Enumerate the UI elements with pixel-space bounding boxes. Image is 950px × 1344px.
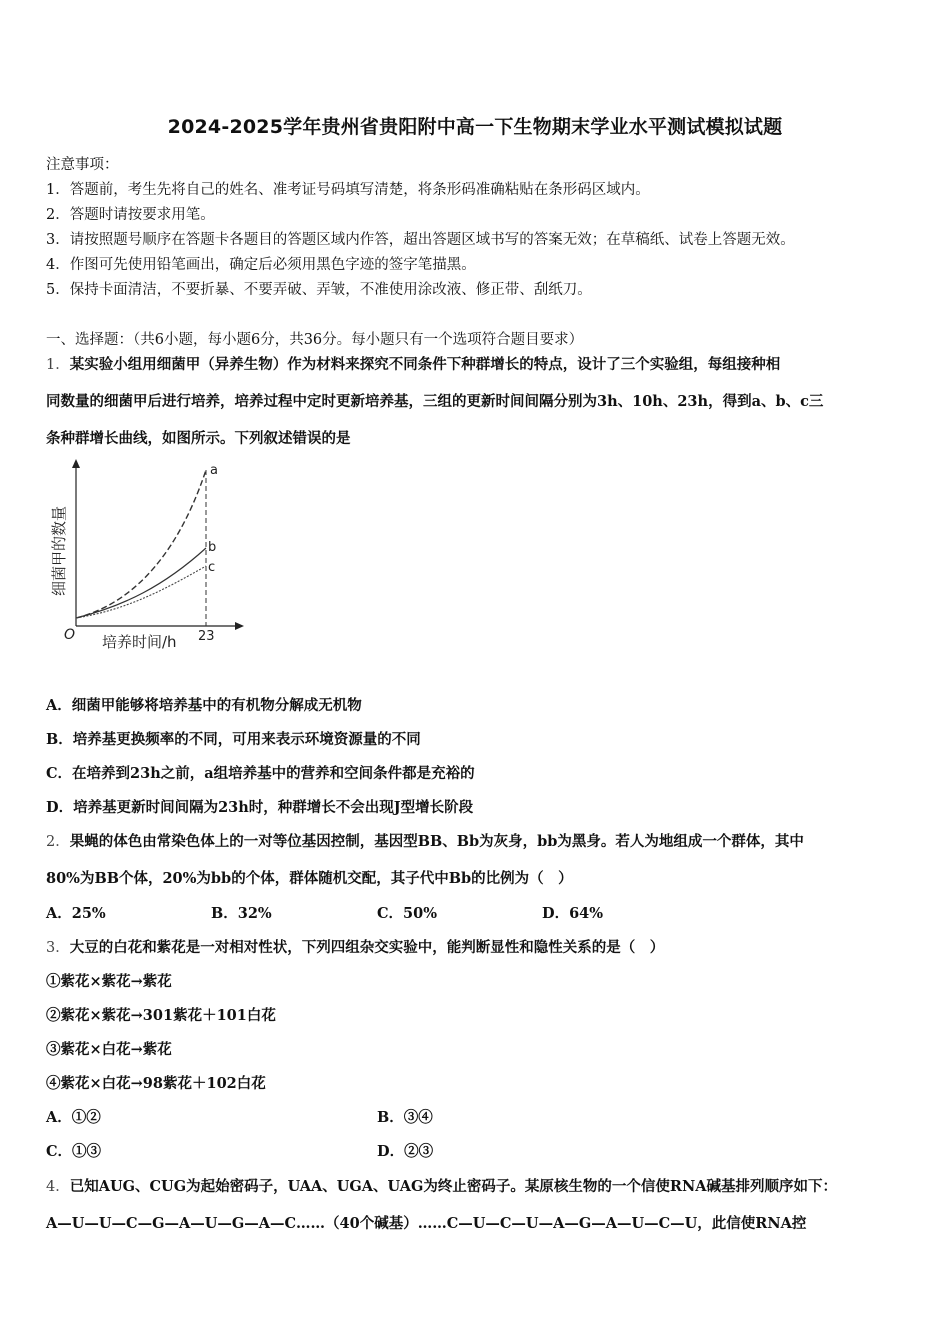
curve-c xyxy=(76,566,206,618)
q1-option-d: D．培养基更新时间间隔为23h时，种群增长不会出现J型增长阶段 xyxy=(46,799,474,816)
question-3-stem xyxy=(46,936,664,957)
section-heading: 一、选择题：（共6小题，每小题6分，共36分。每小题只有一个选项符合题目要求） xyxy=(46,332,584,348)
q2-option-b: B．32% xyxy=(211,905,272,922)
q3-cross: ②紫花×紫花→301紫花＋101白花 xyxy=(46,1007,276,1024)
question-text: 果蝇的体色由常染色体上的一对等位基因控制，基因型BB、Bb为灰身，bb为黑身。若人为地组成一个群体，其中 xyxy=(69,833,804,850)
curve-b xyxy=(76,548,206,618)
question-1-stem xyxy=(46,353,780,374)
question-text: 已知AUG、CUG为起始密码子，UAA、UGA、UAG为终止密码子。某原核生物的一个信使RNA碱基排列顺序如下： xyxy=(69,1178,837,1195)
q3-cross: ①紫花×紫花→紫花 xyxy=(46,973,172,990)
question-4-stem xyxy=(46,1175,837,1196)
q3-option-d: D．②③ xyxy=(377,1143,434,1160)
question-number: 2． xyxy=(46,834,70,850)
page-title: 2024-2025学年贵州省贵阳附中高一下生物期末学业水平测试模拟试题 xyxy=(167,116,783,138)
question-number: 3． xyxy=(46,940,70,956)
notice-item: 5．保持卡面清洁，不要折暴、不要弄破、弄皱，不准使用涂改液、修正带、刮纸刀。 xyxy=(46,282,592,298)
x-tick-23: 23 xyxy=(198,629,215,644)
curve-label-c: c xyxy=(208,560,216,575)
curve-label-a: a xyxy=(210,463,218,478)
x-axis-arrow xyxy=(235,622,244,630)
q3-cross: ③紫花×白花→紫花 xyxy=(46,1041,172,1058)
q1-option-a: A．细菌甲能够将培养基中的有机物分解成无机物 xyxy=(46,697,362,714)
notice-item: 1．答题前，考生先将自己的姓名、准考证号码填写清楚，将条形码准确粘贴在条形码区域内。 xyxy=(46,182,650,198)
q3-option-c: C．①③ xyxy=(46,1143,102,1160)
question-text: 大豆的白花和紫花是一对相对性状，下列四组杂交实验中，能判断显性和隐性关系的是（ ） xyxy=(69,939,665,956)
x-axis-label: 培养时间/h xyxy=(102,633,177,651)
question-4-stem-line2: A—U—U—C—G—A—U—G—A—C……（40个碱基）……C—U—C—U—A—G—A—U—C—U，此信使RNA控 xyxy=(46,1215,807,1232)
y-axis-label: 细菌甲的数量 xyxy=(50,505,68,596)
y-axis-arrow xyxy=(72,459,80,468)
q3-cross: ④紫花×白花→98紫花＋102白花 xyxy=(46,1075,266,1092)
curve-label-b: b xyxy=(208,540,217,555)
q1-option-b: B．培养基更换频率的不同，可用来表示环境资源量的不同 xyxy=(46,731,421,748)
question-number: 1． xyxy=(46,357,70,373)
q2-option-a: A．25% xyxy=(46,905,106,922)
notice-item: 2．答题时请按要求用笔。 xyxy=(46,207,215,223)
q1-option-c: C．在培养到23h之前，a组培养基中的营养和空间条件都是充裕的 xyxy=(46,765,475,782)
question-1-stem-line2: 同数量的细菌甲后进行培养，培养过程中定时更新培养基，三组的更新时间间隔分别为3h、10h、23h，得到a、b、c三 xyxy=(46,393,824,410)
curve-a xyxy=(76,470,206,618)
notice-item: 3．请按照题号顺序在答题卡各题目的答题区域内作答，超出答题区域书写的答案无效；在草稿纸、试卷上答题无效。 xyxy=(46,232,795,248)
q2-option-c: C．50% xyxy=(377,905,437,922)
question-number: 4． xyxy=(46,1179,70,1195)
origin-label: O xyxy=(64,627,76,643)
q3-option-b: B．③④ xyxy=(377,1109,433,1126)
q3-option-a: A．①② xyxy=(46,1109,101,1126)
question-2-stem-line2: 80%为BB个体，20%为bb的个体，群体随机交配，其子代中Bb的比例为（ ） xyxy=(46,870,573,887)
question-text: 某实验小组用细菌甲（异养生物）作为材料来探究不同条件下种群增长的特点，设计了三个实验组，每组接种相 xyxy=(69,356,781,373)
population-growth-chart xyxy=(44,456,254,656)
notice-heading: 注意事项： xyxy=(46,157,119,173)
q2-option-d: D．64% xyxy=(542,905,604,922)
question-1-stem-line3: 条种群增长曲线，如图所示。下列叙述错误的是 xyxy=(46,430,351,447)
question-2-stem xyxy=(46,830,804,851)
notice-item: 4．作图可先使用铅笔画出，确定后必须用黑色字迹的签字笔描黑。 xyxy=(46,257,476,273)
